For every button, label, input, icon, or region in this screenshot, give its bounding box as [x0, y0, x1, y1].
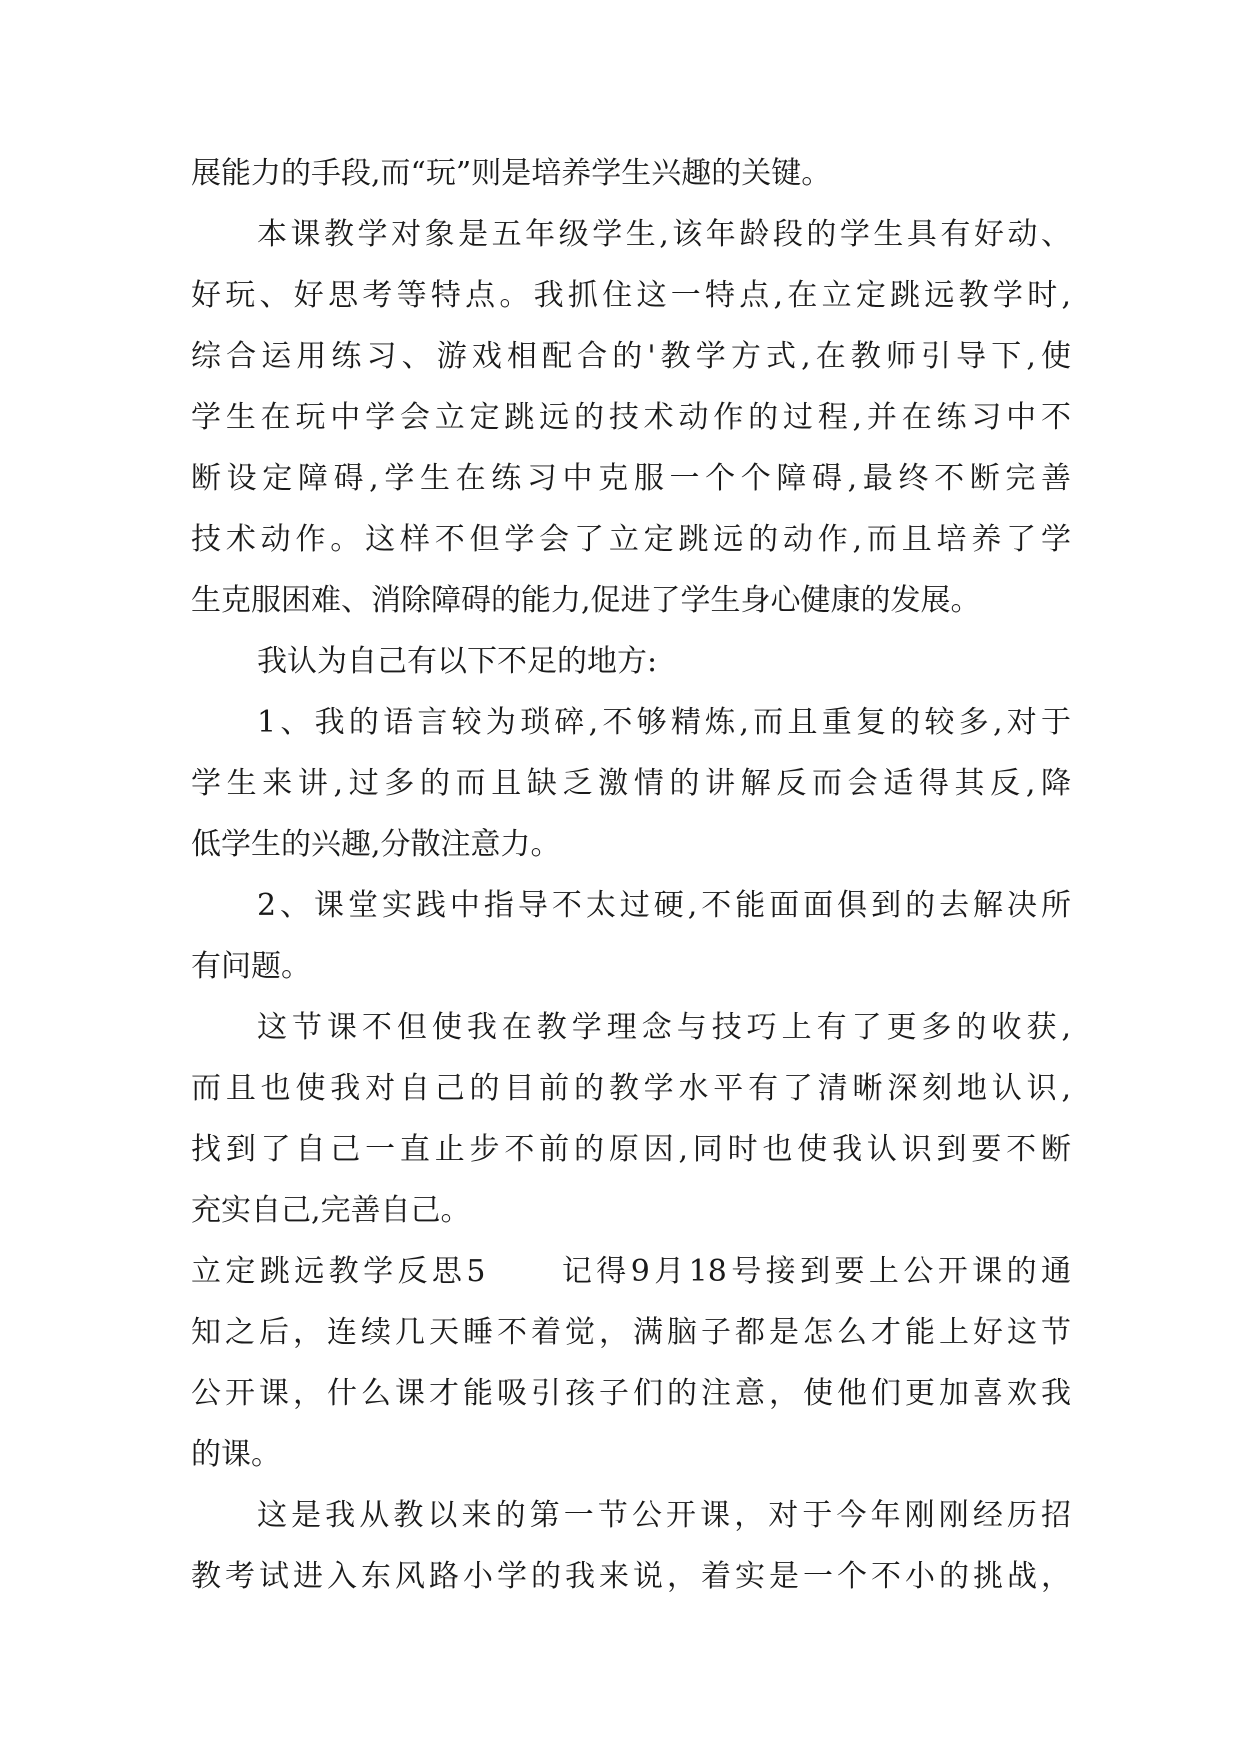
text-line: 1、我的语言较为琐碎,不够精炼,而且重复的较多,对于 — [257, 705, 1071, 740]
text-line: 这节课不但使我在教学理念与技巧上有了更多的收获, — [257, 1010, 1071, 1045]
section-first-line: 记得9月18号接到要上公开课的通 — [557, 1254, 1072, 1289]
text-line: 这是我从教以来的第一节公开课，对于今年刚刚经历招 — [257, 1498, 1071, 1533]
text-line: 技术动作。这样不但学会了立定跳远的动作,而且培养了学 — [191, 522, 1071, 557]
text-line: 展能力的手段,而“玩”则是培养学生兴趣的关键。 — [191, 156, 832, 191]
text-line: 公开课，什么课才能吸引孩子们的注意，使他们更加喜欢我 — [191, 1376, 1071, 1411]
text-line: 教考试进入东风路小学的我来说，着实是一个不小的挑战， — [191, 1559, 1071, 1594]
document-body — [191, 143, 1071, 1241]
text-line: 充实自己,完善自己。 — [191, 1193, 471, 1228]
text-line: 2、课堂实践中指导不太过硬,不能面面俱到的去解决所 — [257, 888, 1071, 923]
text-line: 有问题。 — [191, 949, 311, 984]
text-line: 知之后，连续几天睡不着觉，满脑子都是怎么才能上好这节 — [191, 1315, 1071, 1350]
text-line: 学生在玩中学会立定跳远的技术动作的过程,并在练习中不 — [191, 400, 1071, 435]
section-title: 立定跳远教学反思5 — [191, 1254, 486, 1289]
text-line: 好玩、好思考等特点。我抓住这一特点,在立定跳远教学时, — [191, 278, 1071, 313]
text-line: 本课教学对象是五年级学生,该年龄段的学生具有好动、 — [257, 217, 1071, 252]
text-line: 断设定障碍,学生在练习中克服一个个障碍,最终不断完善 — [191, 461, 1071, 496]
text-line: 找到了自己一直止步不前的原因,同时也使我认识到要不断 — [191, 1132, 1071, 1167]
text-line: 学生来讲,过多的而且缺乏激情的讲解反而会适得其反,降 — [191, 766, 1071, 801]
document-body-continued — [191, 1302, 1071, 1607]
text-line: 低学生的兴趣,分散注意力。 — [191, 827, 561, 862]
section-heading-line — [191, 1241, 1071, 1302]
document-page — [191, 143, 1071, 1607]
text-line: 生克服困难、消除障碍的能力,促进了学生身心健康的发展。 — [191, 583, 981, 618]
text-line: 综合运用练习、游戏相配合的'教学方式,在教师引导下,使 — [191, 339, 1071, 374]
text-line: 我认为自己有以下不足的地方: — [257, 644, 658, 679]
text-line: 的课。 — [191, 1437, 281, 1472]
text-line: 而且也使我对自己的目前的教学水平有了清晰深刻地认识, — [191, 1071, 1071, 1106]
